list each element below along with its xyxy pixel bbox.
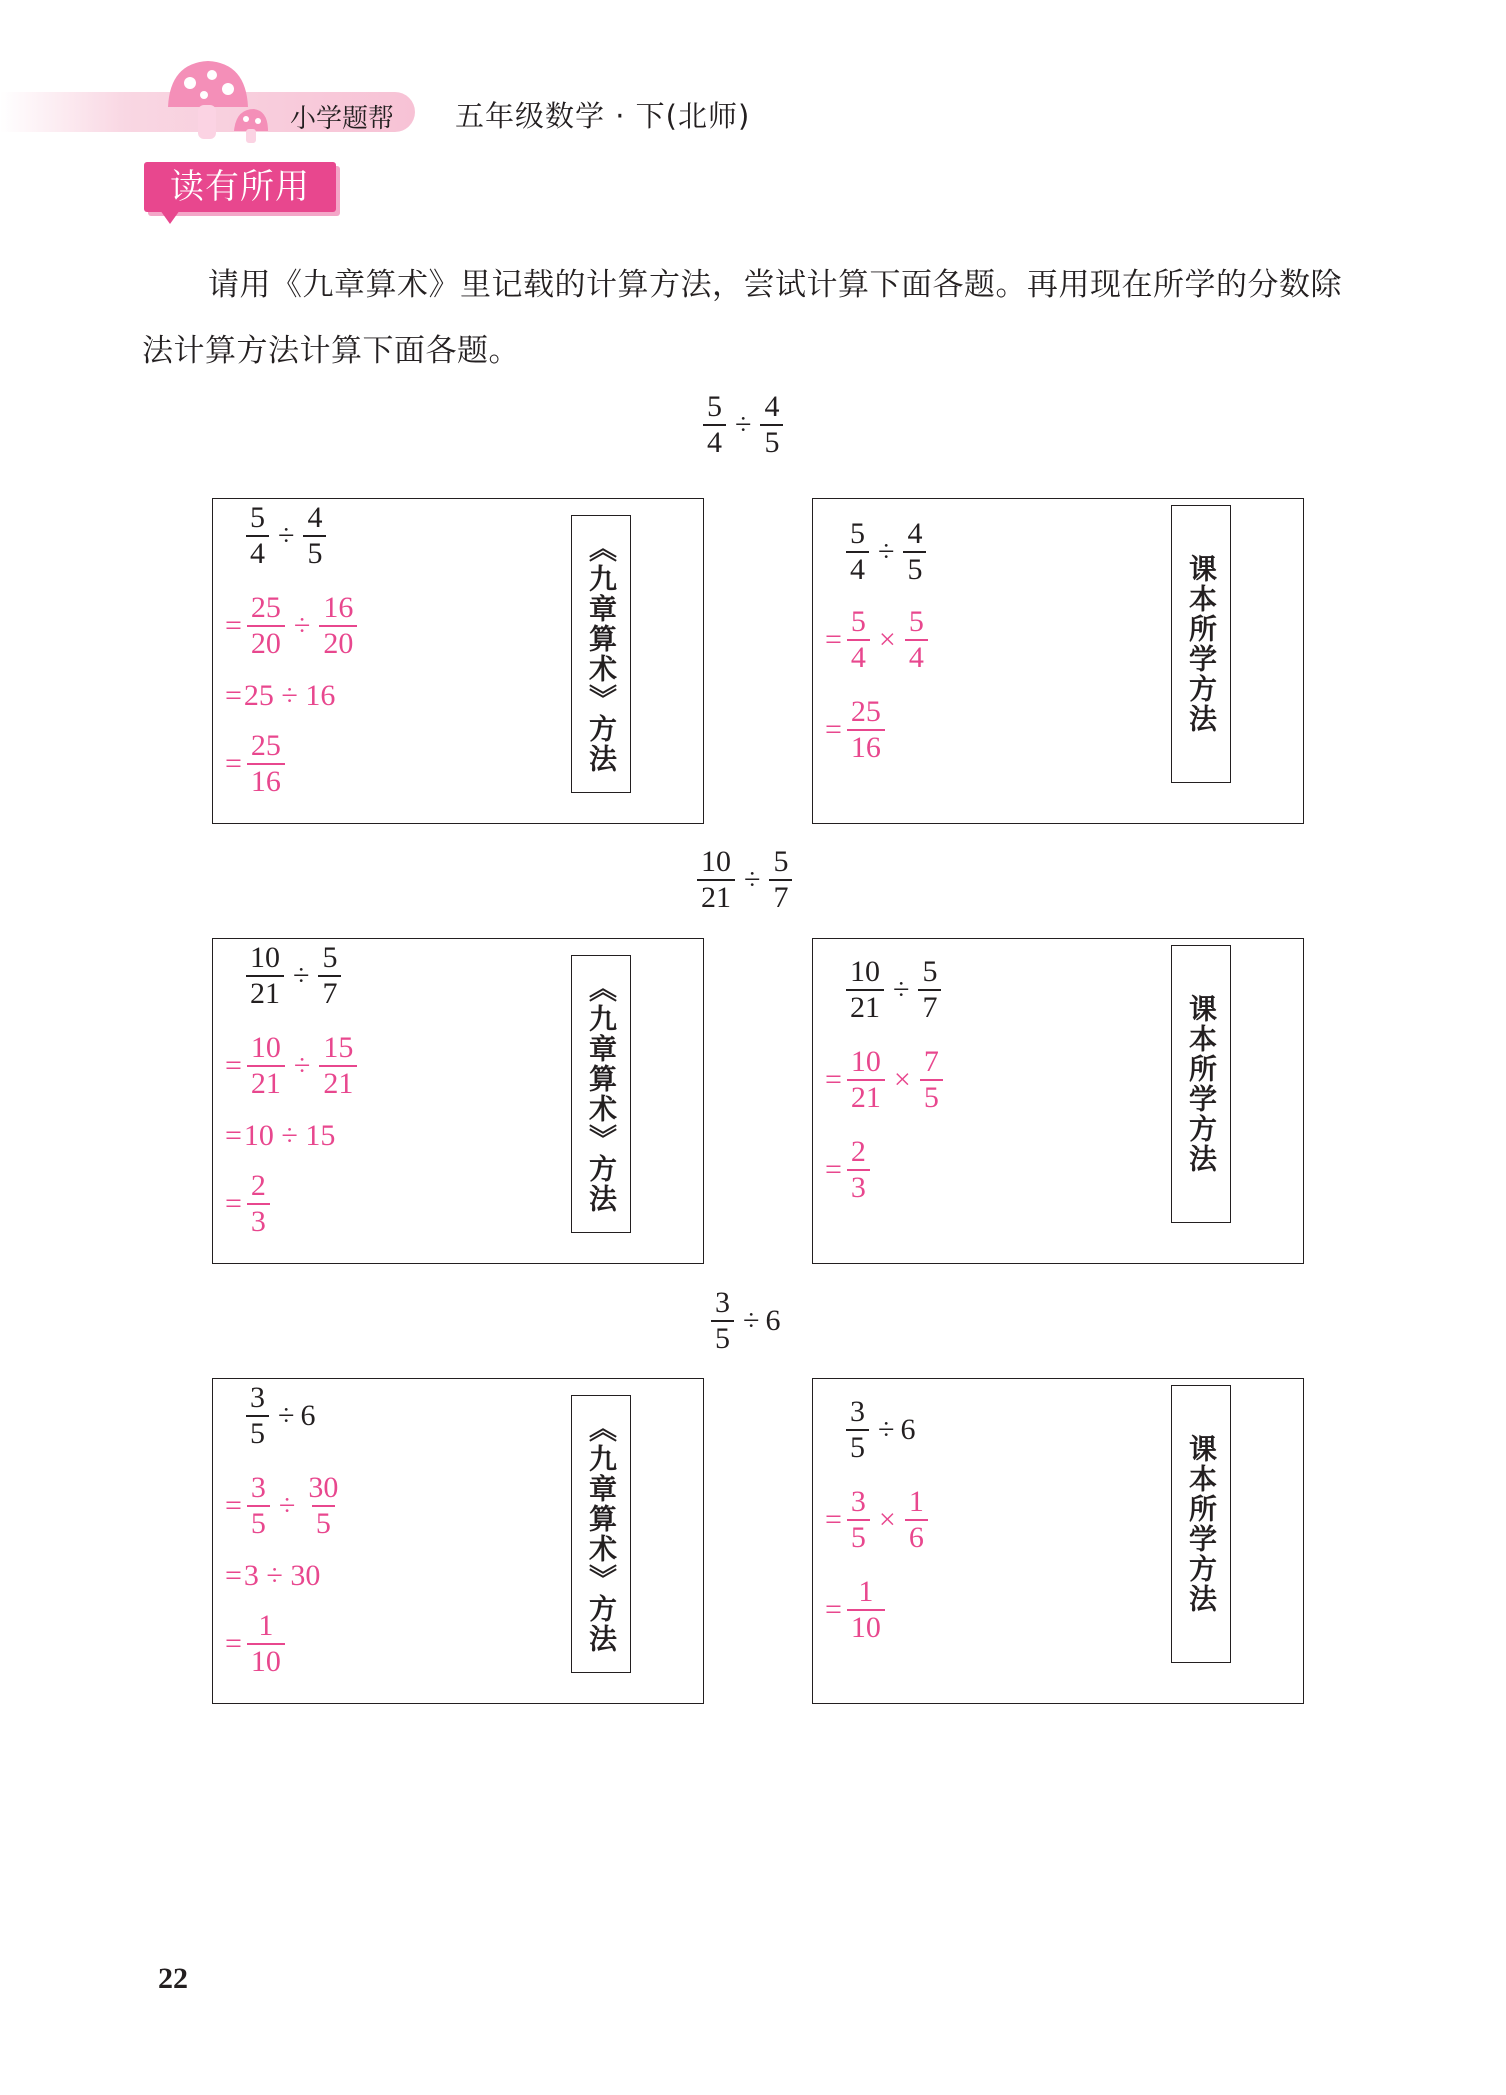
line-0 (243, 1381, 315, 1451)
frac-num: 3 (250, 1471, 266, 1504)
frac-den: 4 (846, 551, 869, 587)
problem-2-ancient-box (212, 938, 704, 1264)
frac-den: 21 (846, 989, 884, 1025)
frac-den: 5 (760, 424, 783, 460)
integer: 6 (900, 1413, 916, 1446)
frac-num: 25 (250, 591, 281, 624)
line-1 (825, 1485, 931, 1555)
line-3 (225, 1609, 288, 1679)
frac-den: 5 (846, 1429, 869, 1465)
frac-num: 16 (323, 591, 354, 624)
frac-num: 5 (707, 390, 722, 423)
problem-2-title (694, 845, 795, 915)
frac-den: 7 (769, 879, 792, 915)
operator: ÷ (278, 1399, 295, 1432)
frac-den: 21 (697, 879, 735, 915)
frac-den: 4 (703, 424, 726, 460)
book-subtitle: 五年级数学 · 下(北师) (455, 99, 751, 133)
frac-num: 25 (250, 729, 281, 762)
line-1 (225, 591, 360, 661)
line-2 (825, 1135, 873, 1205)
line-0 (843, 517, 929, 587)
frac-den: 21 (847, 1079, 885, 1115)
line-2 (825, 695, 888, 765)
line-2 (225, 679, 335, 713)
line-2 (225, 1119, 335, 1153)
problem-1-ancient-box (212, 498, 704, 824)
equals: = (225, 1559, 242, 1592)
frac-den: 5 (247, 1505, 270, 1541)
frac-den: 7 (918, 989, 941, 1025)
equals: = (225, 747, 242, 780)
frac-num: 2 (850, 1135, 866, 1168)
frac-num: 4 (764, 390, 780, 423)
line-3 (225, 729, 288, 799)
brand-name: 小学题帮 (290, 104, 395, 134)
frac-num: 10 (701, 845, 731, 878)
frac-den: 3 (847, 1169, 870, 1205)
line-3 (225, 1169, 273, 1239)
operator: ÷ (878, 1413, 895, 1446)
operator: ÷ (735, 408, 752, 441)
page-number: 22 (158, 1962, 188, 1995)
ancient-method-label: 《九章算术》方法 (571, 955, 631, 1233)
equals: = (825, 623, 842, 656)
line-2 (825, 1575, 888, 1645)
frac-num: 10 (850, 1045, 881, 1078)
frac-num: 7 (923, 1045, 939, 1078)
equals: = (225, 1627, 242, 1660)
frac-num: 5 (908, 605, 924, 638)
intro-paragraph: 请用《九章算术》里记载的计算方法，尝试计算下面各题。再用现在所学的分数除法计算方法计算下面各题。 (142, 267, 1342, 369)
operator: ÷ (293, 609, 311, 642)
frac-num: 25 (850, 695, 881, 728)
expression-text: 3 ÷ 30 (243, 1559, 321, 1592)
frac-den: 5 (246, 1415, 269, 1451)
integer: 6 (300, 1399, 316, 1432)
equals: = (225, 1049, 242, 1082)
frac-num: 3 (250, 1381, 265, 1414)
problem-3-title (708, 1286, 780, 1356)
operator: ÷ (893, 973, 910, 1006)
line-1 (225, 1031, 360, 1101)
frac-num: 2 (250, 1169, 266, 1202)
frac-num: 1 (258, 1609, 274, 1642)
frac-den: 5 (711, 1320, 734, 1356)
frac-num: 4 (307, 501, 323, 534)
line-0 (243, 941, 344, 1011)
line-1 (825, 1045, 946, 1115)
frac-num: 5 (773, 845, 789, 878)
frac-den: 16 (847, 729, 885, 765)
frac-num: 5 (250, 501, 265, 534)
frac-den: 4 (246, 535, 269, 571)
textbook-method-label: 课本所学方法 (1171, 945, 1231, 1223)
line-1 (825, 605, 931, 675)
expression-text: 10 ÷ 15 (243, 1119, 336, 1152)
frac-den: 21 (246, 975, 284, 1011)
operator: ÷ (293, 1049, 311, 1082)
integer: 6 (765, 1304, 781, 1337)
section-tag-tail (160, 210, 180, 224)
frac-den: 21 (247, 1065, 285, 1101)
frac-den: 16 (247, 763, 285, 799)
frac-den: 5 (847, 1519, 870, 1555)
frac-num: 1 (908, 1485, 924, 1518)
frac-num: 15 (323, 1031, 354, 1064)
equals: = (225, 679, 242, 712)
frac-num: 3 (715, 1286, 730, 1319)
equals: = (225, 1187, 242, 1220)
line-0 (843, 955, 944, 1025)
operator: × (878, 1503, 896, 1536)
operator: ÷ (278, 519, 295, 552)
problem-3-ancient-box (212, 1378, 704, 1704)
equals: = (225, 1489, 242, 1522)
operator: × (878, 623, 896, 656)
frac-den: 5 (312, 1505, 335, 1541)
frac-den: 10 (247, 1643, 285, 1679)
equals: = (825, 713, 842, 746)
equals: = (825, 1503, 842, 1536)
equals: = (825, 1063, 842, 1096)
operator: ÷ (878, 535, 895, 568)
section-tag-label: 读有所用 (170, 167, 310, 207)
frac-num: 5 (322, 941, 338, 974)
ancient-method-label: 《九章算术》方法 (571, 515, 631, 793)
operator: ÷ (743, 1304, 760, 1337)
frac-den: 20 (247, 625, 285, 661)
line-1 (225, 1471, 345, 1541)
frac-num: 5 (922, 955, 938, 988)
line-2 (225, 1559, 320, 1593)
line-0 (843, 1395, 915, 1465)
frac-num: 10 (250, 1031, 281, 1064)
frac-num: 5 (850, 605, 866, 638)
equals: = (825, 1153, 842, 1186)
frac-den: 21 (319, 1065, 357, 1101)
mushroom-logo-icon (160, 55, 270, 145)
operator: ÷ (278, 1489, 296, 1522)
frac-den: 5 (920, 1079, 943, 1115)
ancient-method-label: 《九章算术》方法 (571, 1395, 631, 1673)
frac-num: 1 (858, 1575, 874, 1608)
frac-num: 10 (850, 955, 880, 988)
frac-num: 30 (308, 1471, 339, 1504)
operator: × (893, 1063, 911, 1096)
line-0 (243, 501, 329, 571)
frac-den: 7 (318, 975, 341, 1011)
equals: = (225, 609, 242, 642)
frac-num: 5 (850, 517, 865, 550)
section-tag (144, 162, 336, 212)
frac-num: 10 (250, 941, 280, 974)
frac-den: 5 (303, 535, 326, 571)
frac-num: 4 (907, 517, 923, 550)
textbook-method-label: 课本所学方法 (1171, 1385, 1231, 1663)
frac-den: 4 (905, 639, 928, 675)
frac-den: 4 (847, 639, 870, 675)
frac-den: 5 (903, 551, 926, 587)
frac-num: 3 (850, 1395, 865, 1428)
textbook-method-label: 课本所学方法 (1171, 505, 1231, 783)
operator: ÷ (293, 959, 310, 992)
problem-1-textbook-box (812, 498, 1304, 824)
frac-den: 20 (319, 625, 357, 661)
problem-2-textbook-box (812, 938, 1304, 1264)
frac-den: 3 (247, 1203, 270, 1239)
operator: ÷ (744, 863, 761, 896)
expression-text: 25 ÷ 16 (243, 679, 336, 712)
frac-den: 6 (905, 1519, 928, 1555)
frac-den: 10 (847, 1609, 885, 1645)
problem-3-textbook-box (812, 1378, 1304, 1704)
equals: = (225, 1119, 242, 1152)
frac-num: 3 (850, 1485, 866, 1518)
problem-1-title (700, 390, 786, 460)
equals: = (825, 1593, 842, 1626)
